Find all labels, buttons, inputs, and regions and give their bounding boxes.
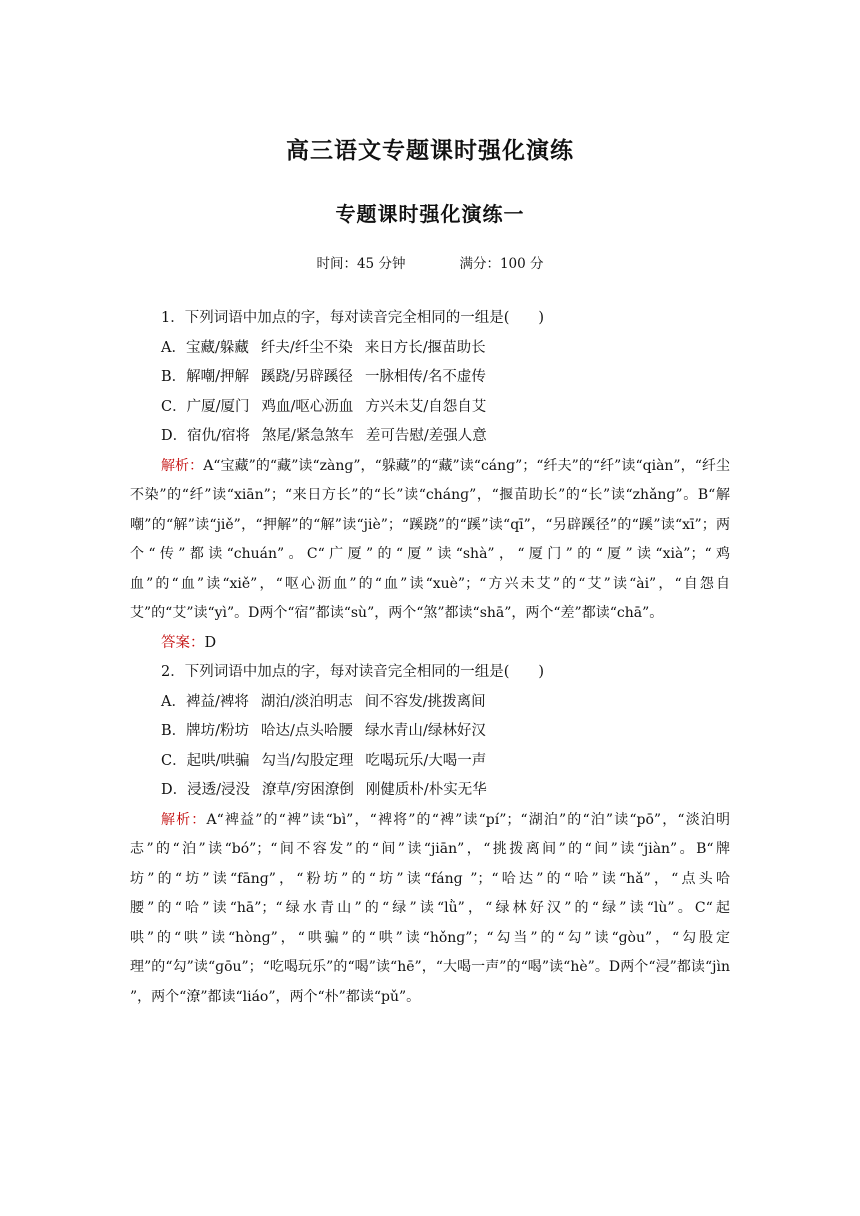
option-item: 解嘲/押解 <box>186 369 250 385</box>
option-letter: A． <box>161 693 186 710</box>
option-item: 宝藏/躲藏 <box>185 339 249 356</box>
option-item: 刚健质朴/朴实无华 <box>365 782 487 798</box>
option-item: 鸡血/呕心沥血 <box>261 398 354 415</box>
option-item: 裨益/裨将 <box>185 693 249 710</box>
option-item: 勾当/勾股定理 <box>261 752 354 769</box>
option-item: 吃喝玩乐/大喝一声 <box>365 752 487 769</box>
question-2-stem: 2．下列词语中加点的字，每对读音完全相同的一组是( ) <box>161 664 545 680</box>
question-1-option-b <box>130 363 730 393</box>
option-item: 差可告慰/差强人意 <box>365 428 487 444</box>
option-letter: C． <box>161 398 187 415</box>
option-item: 牌坊/粉坊 <box>186 723 250 739</box>
document-title: 高三语文专题课时强化演练 <box>286 137 574 164</box>
option-item: 来日方长/揠苗助长 <box>364 339 486 356</box>
analysis-label: 解析： <box>161 457 204 474</box>
option-item: 纤夫/纤尘不染 <box>260 339 353 356</box>
analysis-label: 解析： <box>161 811 207 828</box>
option-item: 潦草/穷困潦倒 <box>262 782 354 798</box>
question-1-analysis <box>130 452 730 629</box>
option-item: 煞尾/紧急煞车 <box>262 428 354 444</box>
exam-meta <box>0 252 860 272</box>
question-1-stem: 1．下列词语中加点的字，每对读音完全相同的一组是( ) <box>161 310 545 326</box>
analysis-text: A“宝藏”的“藏”读“zànɡ”，“躲藏”的“藏”读“cánɡ”；“纤夫”的“纤”读“qiàn”，“纤尘不染”的“纤”读“xiān”；“来日方长”的“长”读“chánɡ”，“揠苗助长”的“长”读“zhǎnɡ”。B“解嘲”的“解”读“jiě”，“押解”的“解”读“jiè”；“蹊跷”的“蹊”读“qī”，“另辟蹊径”的“蹊”读“xī”；两个“传”都读“chuán”。C“广厦”的“厦”读“shà”，“厦门”的“厦”读“xià”；“鸡血”的“血”读“xiě”，“呕心沥血”的“血”读“xuè”；“方兴未艾”的“艾”读“ài”，“自怨自艾”的“艾”读“yì”。D两个“宿”都读“sù”，两个“煞”都读“shā”，两个“差”都读“chā”。 <box>130 457 730 621</box>
question-2-option-b <box>130 717 730 747</box>
question-2-option-d <box>130 776 730 806</box>
questions <box>130 304 730 1012</box>
option-item: 蹊跷/另辟蹊径 <box>261 369 353 385</box>
question-1-option-a <box>130 334 730 364</box>
option-item: 广厦/厦门 <box>186 398 250 415</box>
option-letter: B． <box>161 369 187 385</box>
option-letter: B． <box>161 723 187 739</box>
option-item: 哈达/点头哈腰 <box>261 723 353 739</box>
time-limit: 时间：45 分钟 <box>316 256 406 272</box>
answer-label: 答案： <box>161 634 205 651</box>
document-subtitle: 专题课时强化演练一 <box>335 202 525 226</box>
question-2-option-c <box>130 747 730 777</box>
question-1-answer <box>130 629 730 659</box>
option-item: 浸透/浸没 <box>187 782 251 798</box>
answer-value: D <box>204 634 217 651</box>
option-item: 宿仇/宿将 <box>187 428 251 444</box>
question-1-option-c <box>130 393 730 423</box>
analysis-text: A“裨益”的“裨”读“bì”，“裨将”的“裨”读“pí”；“湖泊”的“泊”读“pō”，“淡泊明志”的“泊”读“bó”；“间不容发”的“间”读“jiān”，“挑拨离间”的“间”读“jiàn”。B“牌坊”的“坊”读“fānɡ”，“粉坊”的“坊”读“fánɡ ”；“哈达”的“哈”读“hǎ”，“点头哈腰”的“哈”读“hā”；“绿水青山”的“绿”读“lǜ”，“绿林好汉”的“绿”读“lù”。C“起哄”的“哄”读“hònɡ”，“哄骗”的“哄”读“hǒnɡ”；“勾当”的“勾”读“ɡòu”，“勾股定理”的“勾”读“ɡōu”；“吃喝玩乐”的“喝”读“hē”，“大喝一声”的“喝”读“hè”。D两个“浸”都读“jìn ”，两个“潦”都读“liáo”，两个“朴”都读“pǔ”。 <box>130 811 731 1005</box>
option-item: 间不容发/挑拨离间 <box>364 693 486 710</box>
option-item: 起哄/哄骗 <box>186 752 250 769</box>
option-letter: D． <box>161 782 188 798</box>
option-item: 方兴未艾/自怨自艾 <box>365 398 487 415</box>
question-1-option-d <box>130 422 730 452</box>
option-letter: C． <box>161 752 187 769</box>
option-letter: D． <box>161 428 188 444</box>
question-2-analysis <box>130 806 730 1013</box>
question-2-option-a <box>130 688 730 718</box>
option-letter: A． <box>161 339 186 356</box>
option-item: 湖泊/淡泊明志 <box>260 693 353 710</box>
full-score: 满分：100 分 <box>459 256 544 272</box>
option-item: 一脉相传/名不虚传 <box>364 369 486 385</box>
option-item: 绿水青山/绿林好汉 <box>364 723 486 739</box>
